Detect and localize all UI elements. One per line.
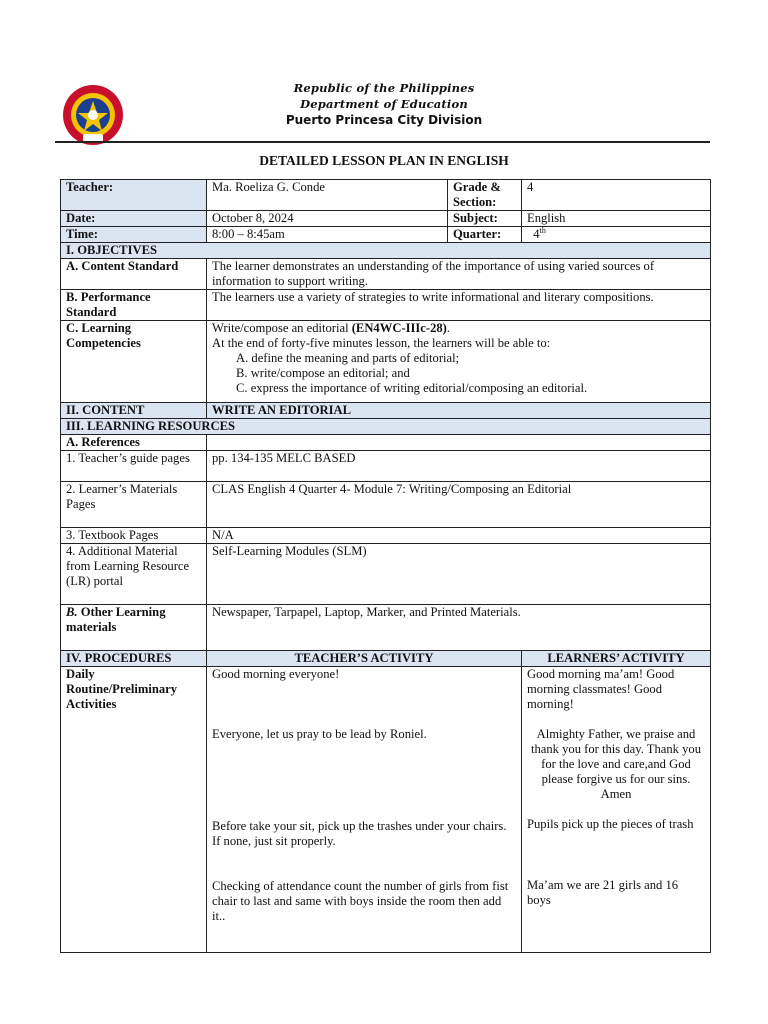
textbook-value: N/A: [207, 528, 711, 544]
document-header: [0, 80, 768, 128]
references-row: [61, 435, 711, 451]
routine-label: Daily Routine/Preliminary Activities: [61, 667, 207, 953]
performance-standard-row: [61, 290, 711, 321]
performance-standard-label: B. Performance Standard: [61, 290, 207, 321]
teachers-guide-row: [61, 451, 711, 482]
competency-code: (EN4WC-IIIc-28): [351, 321, 447, 335]
performance-standard-value: The learners use a variety of strategies to write informational and literary compositions.: [207, 290, 711, 321]
teacher-row: [61, 180, 711, 211]
date-row: [61, 211, 711, 227]
learners-materials-value: CLAS English 4 Quarter 4- Module 7: Writing/Composing an Editorial: [207, 482, 711, 528]
competency-intro: At the end of forty-five minutes lesson, the learners will be able to:: [212, 336, 551, 350]
competencies-value: [207, 321, 711, 403]
quarter-suffix: th: [539, 226, 546, 235]
time-label: Time:: [61, 227, 207, 243]
content-row: [61, 403, 711, 419]
learners-materials-label: 2. Learner’s Materials Pages: [61, 482, 207, 528]
date-value: October 8, 2024: [207, 211, 448, 227]
content-standard-label: A. Content Standard: [61, 259, 207, 290]
teacher-activity-cell: [207, 667, 522, 953]
teachers-guide-label: 1. Teacher’s guide pages: [61, 451, 207, 482]
competency-main: Write/compose an editorial (EN4WC-IIIc-28).: [212, 321, 451, 335]
competencies-label: C. Learning Competencies: [61, 321, 207, 403]
competencies-row: [61, 321, 711, 403]
learner-activity-heading: LEARNERS’ ACTIVITY: [522, 651, 711, 667]
teacher-attendance: Checking of attendance count the number of girls from fist chair to last and same with boys inside the room then add it..: [212, 879, 509, 923]
objectives-heading-row: [61, 243, 711, 259]
teacher-prayer: Everyone, let us pray to be lead by Roniel.: [212, 727, 427, 741]
time-row: [61, 227, 711, 243]
content-standard-row: [61, 259, 711, 290]
textbook-label: 3. Textbook Pages: [61, 528, 207, 544]
header-republic: Republic of the Philippines: [293, 81, 475, 95]
competency-item: A. define the meaning and parts of editorial;: [236, 351, 460, 365]
other-materials-row: [61, 605, 711, 651]
teacher-label: Teacher:: [61, 180, 207, 211]
routine-row: [61, 667, 711, 953]
additional-material-label: 4. Additional Material from Learning Resource (LR) portal: [61, 544, 207, 605]
procedures-heading: IV. PROCEDURES: [61, 651, 207, 667]
learner-attendance: Ma’am we are 21 girls and 16 boys: [527, 878, 679, 907]
learner-activity-cell: [522, 667, 711, 953]
textbook-row: [61, 528, 711, 544]
learners-materials-row: [61, 482, 711, 528]
learner-greeting: Good morning ma’am! Good morning classmates! Good morning!: [527, 667, 675, 711]
header-division: Puerto Princesa City Division: [285, 113, 483, 127]
references-label: A. References: [61, 435, 207, 451]
competency-list: [212, 351, 705, 396]
subject-value: English: [522, 211, 711, 227]
competency-item: B. write/compose an editorial; and: [236, 366, 410, 380]
other-materials-label: B. Other Learning materials: [61, 605, 207, 651]
teacher-value: Ma. Roeliza G. Conde: [207, 180, 448, 211]
additional-material-value: Self-Learning Modules (SLM): [207, 544, 711, 605]
learner-prayer: Almighty Father, we praise and thank you for this day. Thank you for the love and care,and God please forgive us for our sins. Amen: [531, 727, 701, 801]
teachers-guide-value: pp. 134-135 MELC BASED: [207, 451, 711, 482]
quarter-cell: [522, 227, 711, 243]
subject-label: Subject:: [448, 211, 522, 227]
learner-trash: Pupils pick up the pieces of trash: [527, 817, 694, 831]
additional-material-row: [61, 544, 711, 605]
header-divider: [55, 141, 710, 143]
objectives-heading: I. OBJECTIVES: [61, 243, 711, 259]
time-value: 8:00 – 8:45am: [207, 227, 448, 243]
teacher-greeting: Good morning everyone!: [212, 667, 340, 681]
competency-item: C. express the importance of writing editorial/composing an editorial.: [236, 381, 588, 395]
lesson-plan-table: [60, 179, 711, 953]
grade-value: 4: [522, 180, 711, 211]
content-standard-value: The learner demonstrates an understanding of the importance of using varied sources of information to support writing.: [207, 259, 711, 290]
quarter-value: 4: [533, 227, 540, 241]
quarter-label: Quarter:: [448, 227, 522, 243]
content-value: WRITE AN EDITORIAL: [207, 403, 711, 419]
grade-label: Grade & Section:: [448, 180, 522, 211]
header-department: Department of Education: [300, 97, 468, 111]
teacher-activity-heading: TEACHER’S ACTIVITY: [207, 651, 522, 667]
resources-heading: III. LEARNING RESOURCES: [61, 419, 711, 435]
teacher-trash: Before take your sit, pick up the trashes under your chairs. If none, just sit properly.: [212, 819, 507, 848]
page-title: DETAILED LESSON PLAN IN ENGLISH: [259, 153, 509, 168]
content-heading: II. CONTENT: [61, 403, 207, 419]
procedures-heading-row: [61, 651, 711, 667]
resources-heading-row: [61, 419, 711, 435]
other-materials-value: Newspaper, Tarpapel, Laptop, Marker, and Printed Materials.: [207, 605, 711, 651]
date-label: Date:: [61, 211, 207, 227]
